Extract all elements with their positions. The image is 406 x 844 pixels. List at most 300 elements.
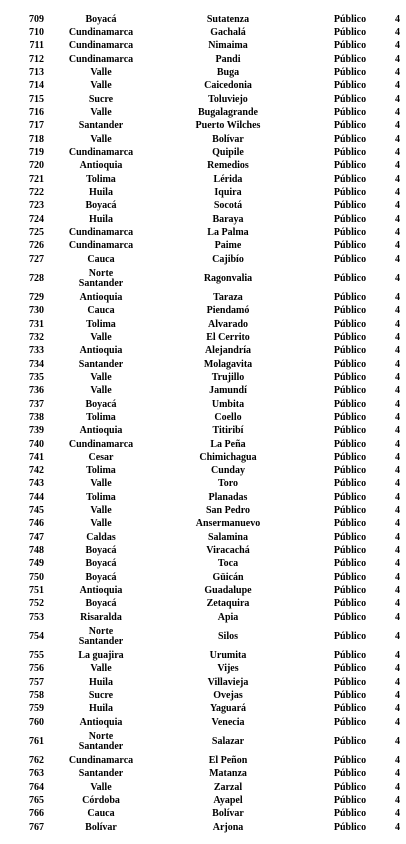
- table-row: [0, 226, 406, 239]
- department-cell: Tolima: [86, 173, 116, 185]
- department-cell: Valle: [90, 66, 112, 78]
- row-number: 759: [29, 703, 44, 715]
- row-number: 750: [29, 571, 44, 583]
- municipality-cell: Villavieja: [207, 676, 249, 688]
- type-cell: Público: [333, 146, 367, 158]
- type-cell: Público: [333, 398, 367, 410]
- municipality-cell: Bolívar: [212, 133, 244, 145]
- table-row: [0, 649, 406, 662]
- category-cell: 4: [395, 40, 400, 52]
- department-cell: Huila: [89, 186, 113, 198]
- category-cell: 4: [395, 173, 400, 185]
- department-cell: Sucre: [88, 93, 114, 105]
- table-row: [0, 558, 406, 571]
- type-cell: Público: [333, 26, 367, 38]
- type-cell: Público: [333, 735, 367, 747]
- table-row: [0, 345, 406, 358]
- type-cell: Público: [333, 318, 367, 330]
- department-cell: Sucre: [88, 690, 114, 702]
- row-number: 746: [29, 518, 44, 530]
- row-number: 743: [29, 478, 44, 490]
- row-number: 735: [29, 371, 44, 383]
- category-cell: 4: [395, 93, 400, 105]
- table-row: [0, 531, 406, 544]
- row-number: 744: [29, 491, 44, 503]
- row-number: 745: [29, 505, 44, 517]
- table-row: [0, 146, 406, 159]
- row-number: 752: [29, 598, 44, 610]
- row-number: 711: [29, 40, 44, 52]
- category-cell: 4: [395, 518, 400, 530]
- type-cell: Público: [333, 13, 367, 25]
- row-number: 721: [29, 173, 44, 185]
- type-cell: Público: [333, 272, 367, 284]
- municipality-cell: Viracachá: [206, 545, 250, 557]
- type-cell: Público: [333, 411, 367, 423]
- municipality-cell: Yaguará: [209, 703, 247, 715]
- table-row: [0, 106, 406, 119]
- department-cell: Cauca: [87, 808, 115, 820]
- category-cell: 4: [395, 571, 400, 583]
- department-cell: Huila: [89, 213, 113, 225]
- category-cell: 4: [395, 13, 400, 25]
- type-cell: Público: [333, 371, 367, 383]
- row-number: 722: [29, 186, 44, 198]
- category-cell: 4: [395, 133, 400, 145]
- category-cell: 4: [395, 160, 400, 172]
- department-cell: Boyacá: [85, 200, 117, 212]
- municipality-cell: Guadalupe: [204, 585, 252, 597]
- category-cell: 4: [395, 291, 400, 303]
- department-cell: [44, 732, 158, 752]
- row-number: 710: [29, 26, 44, 38]
- municipality-cell: Bolívar: [212, 808, 244, 820]
- category-cell: 4: [395, 146, 400, 158]
- type-cell: Público: [333, 240, 367, 252]
- table-row: [0, 371, 406, 384]
- type-cell: Público: [333, 650, 367, 662]
- municipality-cell: Trujillo: [211, 371, 245, 383]
- category-cell: 4: [395, 821, 400, 833]
- table-row: [0, 66, 406, 79]
- row-number: 718: [29, 133, 44, 145]
- type-cell: Público: [333, 106, 367, 118]
- department-cell: Córdoba: [82, 795, 120, 807]
- municipality-cell: Chimichagua: [199, 451, 257, 463]
- department-line: Santander: [78, 635, 124, 647]
- type-cell: Público: [333, 598, 367, 610]
- table-row: [0, 598, 406, 611]
- table-row: [0, 253, 406, 266]
- table-row: [0, 425, 406, 438]
- table-row: [0, 451, 406, 464]
- table-row: [0, 40, 406, 53]
- category-cell: 4: [395, 663, 400, 675]
- row-number: 716: [29, 106, 44, 118]
- department-cell: [44, 269, 158, 289]
- row-number: 730: [29, 305, 44, 317]
- category-cell: 4: [395, 385, 400, 397]
- table-row: [0, 663, 406, 676]
- table-row: [0, 13, 406, 26]
- department-cell: Valle: [90, 80, 112, 92]
- category-cell: 4: [395, 438, 400, 450]
- category-cell: 4: [395, 318, 400, 330]
- type-cell: Público: [333, 611, 367, 623]
- municipality-cell: Ragonvalia: [203, 272, 253, 284]
- category-cell: 4: [395, 186, 400, 198]
- row-number: 709: [29, 13, 44, 25]
- table-row: [0, 624, 406, 649]
- row-number: 748: [29, 545, 44, 557]
- category-cell: 4: [395, 650, 400, 662]
- type-cell: Público: [333, 690, 367, 702]
- department-cell: Antioquia: [79, 585, 123, 597]
- table-row: [0, 754, 406, 767]
- type-cell: Público: [333, 478, 367, 490]
- table-row: [0, 213, 406, 226]
- table-row: [0, 358, 406, 371]
- municipality-cell: San Pedro: [206, 505, 250, 517]
- municipality-cell: Cajibío: [212, 253, 244, 265]
- table-row: [0, 611, 406, 624]
- department-cell: Huila: [89, 703, 113, 715]
- type-cell: Público: [333, 676, 367, 688]
- table-row: [0, 93, 406, 106]
- municipality-cell: Cunday: [211, 465, 245, 477]
- municipality-cell: Ovejas: [213, 690, 243, 702]
- department-cell: Cundinamarca: [68, 146, 134, 158]
- department-cell: Boyacá: [85, 398, 117, 410]
- category-cell: 4: [395, 630, 400, 642]
- type-cell: Público: [333, 795, 367, 807]
- type-cell: Público: [333, 545, 367, 557]
- table-row: [0, 133, 406, 146]
- row-number: 741: [29, 451, 44, 463]
- row-number: 720: [29, 160, 44, 172]
- department-cell: Cundinamarca: [68, 26, 134, 38]
- table-row: [0, 318, 406, 331]
- table-row: [0, 821, 406, 834]
- type-cell: Público: [333, 160, 367, 172]
- category-cell: 4: [395, 451, 400, 463]
- table-row: [0, 794, 406, 807]
- row-number: 726: [29, 240, 44, 252]
- department-cell: Valle: [90, 518, 112, 530]
- department-cell: Boyacá: [85, 571, 117, 583]
- category-cell: 4: [395, 795, 400, 807]
- department-cell: Huila: [89, 676, 113, 688]
- row-number: 742: [29, 465, 44, 477]
- type-cell: Público: [333, 358, 367, 370]
- row-number: 755: [29, 650, 44, 662]
- municipality-cell: Remedios: [207, 160, 249, 172]
- municipality-cell: La Peña: [210, 438, 246, 450]
- row-number: 732: [29, 331, 44, 343]
- type-cell: Público: [333, 80, 367, 92]
- table-row: [0, 504, 406, 517]
- row-number: 712: [29, 53, 44, 65]
- table-row: [0, 729, 406, 754]
- row-number: 753: [29, 611, 44, 623]
- row-number: 758: [29, 690, 44, 702]
- category-cell: 4: [395, 106, 400, 118]
- category-cell: 4: [395, 66, 400, 78]
- row-number: 740: [29, 438, 44, 450]
- table-row: [0, 240, 406, 253]
- municipality-cell: Salazar: [211, 735, 245, 747]
- department-cell: Santander: [78, 120, 124, 132]
- type-cell: Público: [333, 518, 367, 530]
- department-cell: Tolima: [86, 318, 116, 330]
- category-cell: 4: [395, 808, 400, 820]
- row-number: 747: [29, 531, 44, 543]
- municipality-cell: Ayapel: [213, 795, 243, 807]
- type-cell: Público: [333, 291, 367, 303]
- department-cell: [44, 627, 158, 647]
- table-row: [0, 291, 406, 304]
- row-number: 760: [29, 716, 44, 728]
- department-cell: Valle: [90, 663, 112, 675]
- category-cell: 4: [395, 213, 400, 225]
- department-cell: Cesar: [88, 451, 114, 463]
- type-cell: Público: [333, 451, 367, 463]
- type-cell: Público: [333, 558, 367, 570]
- type-cell: Público: [333, 781, 367, 793]
- department-line: Norte: [88, 730, 114, 742]
- type-cell: Público: [333, 465, 367, 477]
- type-cell: Público: [333, 663, 367, 675]
- table-row: [0, 331, 406, 344]
- type-cell: Público: [333, 331, 367, 343]
- row-number: 714: [29, 80, 44, 92]
- department-cell: Antioquia: [79, 291, 123, 303]
- category-cell: 4: [395, 703, 400, 715]
- municipality-cell: Toro: [217, 478, 238, 490]
- row-number: 733: [29, 345, 44, 357]
- row-number: 717: [29, 120, 44, 132]
- municipality-cell: Gachalá: [210, 26, 246, 38]
- municipality-cell: Lérida: [213, 173, 243, 185]
- category-cell: 4: [395, 491, 400, 503]
- department-cell: Valle: [90, 781, 112, 793]
- department-cell: Boyacá: [85, 13, 117, 25]
- department-cell: Cauca: [87, 305, 115, 317]
- table-row: [0, 716, 406, 729]
- municipality-cell: Toluviejo: [208, 93, 248, 105]
- category-cell: 4: [395, 598, 400, 610]
- department-cell: Santander: [78, 358, 124, 370]
- type-cell: Público: [333, 821, 367, 833]
- row-number: 738: [29, 411, 44, 423]
- type-cell: Público: [333, 425, 367, 437]
- category-cell: 4: [395, 611, 400, 623]
- department-cell: Tolima: [86, 411, 116, 423]
- municipality-cell: Sutatenza: [206, 13, 250, 25]
- municipality-cell: Ansermanuevo: [195, 518, 261, 530]
- table-row: [0, 478, 406, 491]
- department-cell: La guajira: [78, 650, 124, 662]
- municipality-cell: Zarzal: [213, 781, 243, 793]
- municipality-cell: Buga: [216, 66, 240, 78]
- category-cell: 4: [395, 80, 400, 92]
- table-row: [0, 781, 406, 794]
- municipality-cell: Vijes: [217, 663, 239, 675]
- type-cell: Público: [333, 40, 367, 52]
- department-cell: Cundinamarca: [68, 438, 134, 450]
- category-cell: 4: [395, 253, 400, 265]
- department-line: Norte: [88, 267, 114, 279]
- department-cell: Cundinamarca: [68, 226, 134, 238]
- row-number: 761: [29, 735, 44, 747]
- municipality-cell: La Palma: [207, 226, 249, 238]
- department-line: Norte: [88, 625, 114, 637]
- municipality-cell: Socotá: [213, 200, 243, 212]
- category-cell: 4: [395, 465, 400, 477]
- table-row: [0, 808, 406, 821]
- department-cell: Cundinamarca: [68, 53, 134, 65]
- row-number: 729: [29, 291, 44, 303]
- row-number: 715: [29, 93, 44, 105]
- department-cell: Valle: [90, 133, 112, 145]
- category-cell: 4: [395, 505, 400, 517]
- department-cell: Boyacá: [85, 598, 117, 610]
- category-cell: 4: [395, 425, 400, 437]
- municipality-cell: Matanza: [209, 768, 247, 780]
- category-cell: 4: [395, 558, 400, 570]
- type-cell: Público: [333, 703, 367, 715]
- table-row: [0, 689, 406, 702]
- table-row: [0, 26, 406, 39]
- department-cell: Boyacá: [85, 545, 117, 557]
- row-number: 725: [29, 226, 44, 238]
- type-cell: Público: [333, 630, 367, 642]
- table-row: [0, 80, 406, 93]
- type-cell: Público: [333, 716, 367, 728]
- row-number: 762: [29, 755, 44, 767]
- department-cell: Boyacá: [85, 558, 117, 570]
- category-cell: 4: [395, 331, 400, 343]
- municipality-cell: Baraya: [212, 213, 244, 225]
- municipality-cell: Salamina: [207, 531, 248, 543]
- category-cell: 4: [395, 781, 400, 793]
- municipality-cell: Puerto Wilches: [195, 120, 261, 132]
- department-line: Santander: [78, 740, 124, 752]
- category-cell: 4: [395, 226, 400, 238]
- category-cell: 4: [395, 478, 400, 490]
- type-cell: Público: [333, 755, 367, 767]
- table-row: [0, 491, 406, 504]
- type-cell: Público: [333, 133, 367, 145]
- type-cell: Público: [333, 186, 367, 198]
- type-cell: Público: [333, 808, 367, 820]
- department-cell: Antioquia: [79, 425, 123, 437]
- municipality-cell: Pandi: [215, 53, 241, 65]
- row-number: 727: [29, 253, 44, 265]
- municipality-cell: Coello: [214, 411, 242, 423]
- type-cell: Público: [333, 571, 367, 583]
- municipality-cell: Silos: [217, 630, 238, 642]
- category-cell: 4: [395, 200, 400, 212]
- row-number: 754: [29, 630, 44, 642]
- municipality-cell: Molagavita: [203, 358, 253, 370]
- type-cell: Público: [333, 531, 367, 543]
- row-number: 766: [29, 808, 44, 820]
- category-cell: 4: [395, 768, 400, 780]
- table-row: [0, 53, 406, 66]
- type-cell: Público: [333, 120, 367, 132]
- department-cell: Valle: [90, 106, 112, 118]
- category-cell: 4: [395, 240, 400, 252]
- table-row: [0, 398, 406, 411]
- category-cell: 4: [395, 120, 400, 132]
- municipality-cell: Güicán: [212, 571, 244, 583]
- row-number: 724: [29, 213, 44, 225]
- municipality-cell: Piendamó: [206, 305, 250, 317]
- department-cell: Bolívar: [85, 821, 117, 833]
- department-cell: Caldas: [86, 531, 116, 543]
- row-number: 767: [29, 821, 44, 833]
- municipality-cell: Iquira: [214, 186, 242, 198]
- table-row: [0, 385, 406, 398]
- type-cell: Público: [333, 213, 367, 225]
- type-cell: Público: [333, 173, 367, 185]
- row-number: 764: [29, 781, 44, 793]
- category-cell: 4: [395, 411, 400, 423]
- table-row: [0, 160, 406, 173]
- table-row: [0, 305, 406, 318]
- municipality-cell: Taraza: [213, 291, 243, 303]
- table-row: [0, 120, 406, 133]
- municipality-cell: Caicedonia: [204, 80, 252, 92]
- row-number: 765: [29, 795, 44, 807]
- category-cell: 4: [395, 735, 400, 747]
- row-number: 728: [29, 272, 44, 284]
- row-number: 734: [29, 358, 44, 370]
- category-cell: 4: [395, 676, 400, 688]
- category-cell: 4: [395, 358, 400, 370]
- municipality-cell: Arjona: [212, 821, 244, 833]
- table-row: [0, 676, 406, 689]
- row-number: 723: [29, 200, 44, 212]
- type-cell: Público: [333, 345, 367, 357]
- table-row: [0, 703, 406, 716]
- department-cell: Tolima: [86, 491, 116, 503]
- municipality-cell: Umbita: [211, 398, 245, 410]
- table-row: [0, 584, 406, 597]
- municipality-cell: Alejandría: [204, 345, 252, 357]
- department-cell: Valle: [90, 478, 112, 490]
- department-cell: Valle: [90, 385, 112, 397]
- department-cell: Valle: [90, 331, 112, 343]
- row-number: 719: [29, 146, 44, 158]
- category-cell: 4: [395, 716, 400, 728]
- category-cell: 4: [395, 545, 400, 557]
- table-row: [0, 173, 406, 186]
- type-cell: Público: [333, 585, 367, 597]
- row-number: 757: [29, 676, 44, 688]
- row-number: 737: [29, 398, 44, 410]
- table-row: [0, 266, 406, 291]
- department-cell: Valle: [90, 371, 112, 383]
- type-cell: Público: [333, 305, 367, 317]
- table-row: [0, 544, 406, 557]
- municipality-cell: Titiribí: [212, 425, 244, 437]
- municipality-cell: Apia: [217, 611, 239, 623]
- department-cell: Antioquia: [79, 716, 123, 728]
- municipality-cell: El Cerrito: [206, 331, 250, 343]
- category-cell: 4: [395, 53, 400, 65]
